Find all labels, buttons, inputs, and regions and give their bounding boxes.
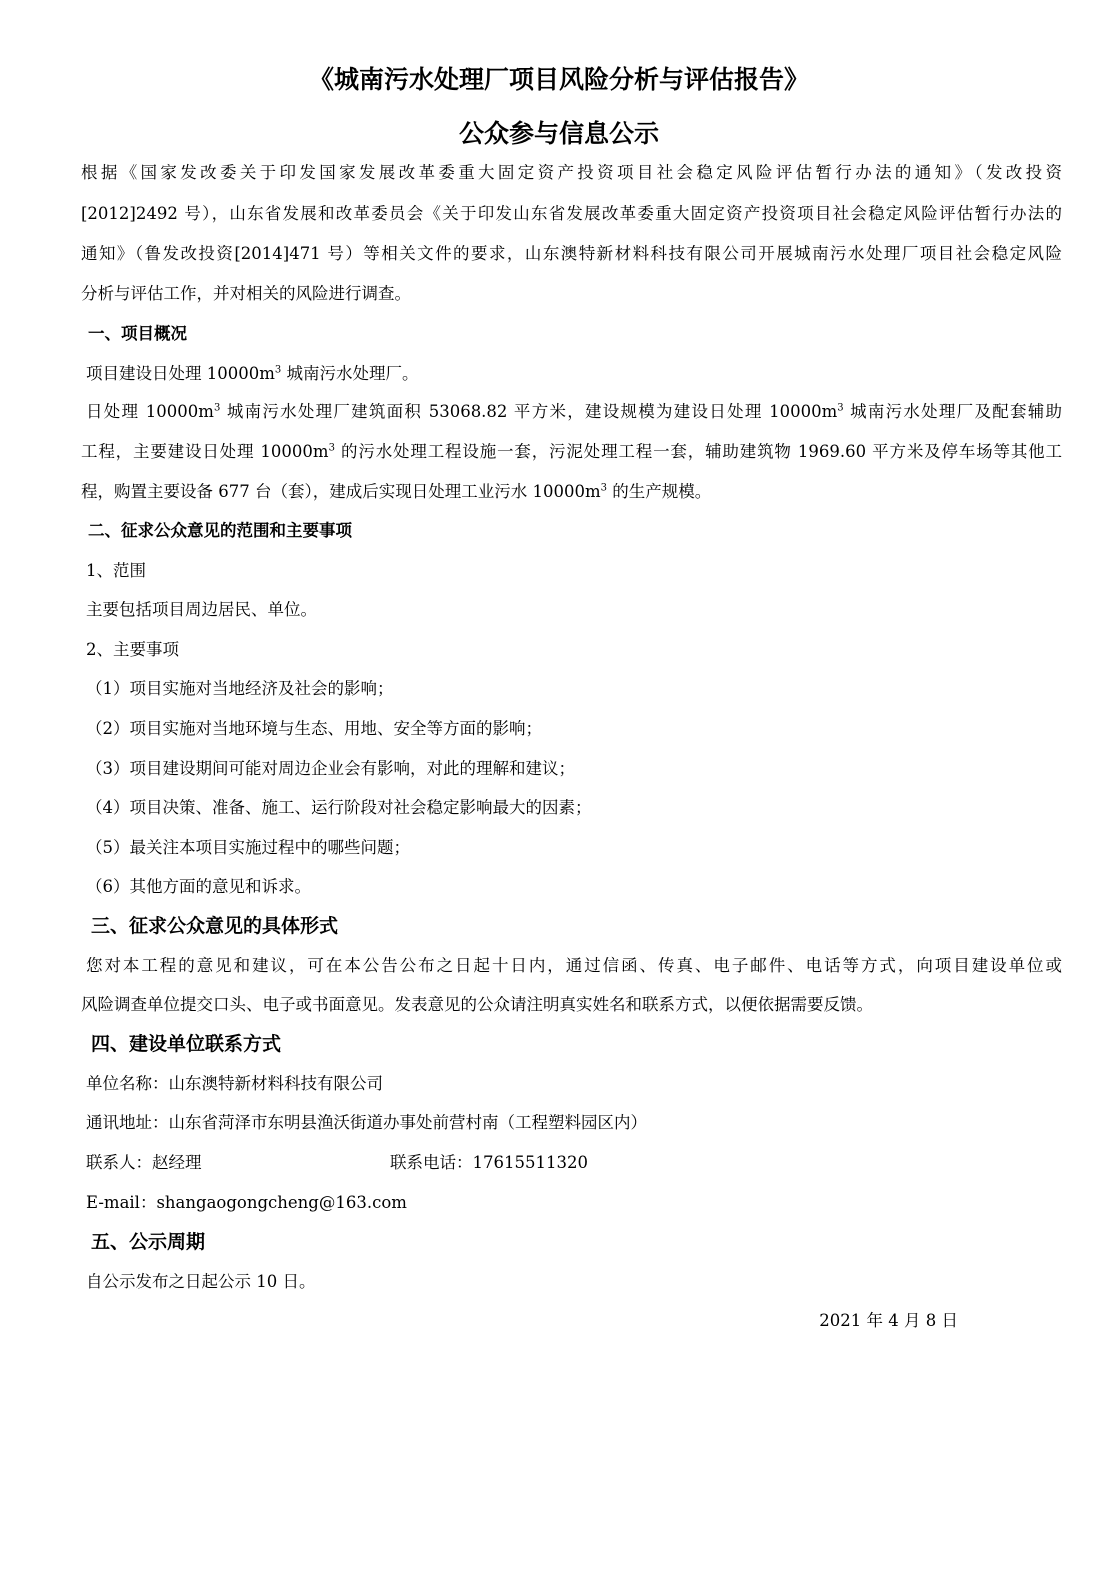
list-item: （6）其他方面的意见和诉求。	[86, 877, 311, 896]
paragraph-line: 自公示发布之日起公示 10 日。	[86, 1272, 316, 1291]
contact-person: 联系人：赵经理	[86, 1153, 202, 1172]
paragraph-line: 日处理 $10000m^3$ 城南污水处理厂建筑面积 53068.82 平方米，建设规模为建设日处理 $10000m^3$ 城南污水处理厂及配套辅助	[86, 402, 1062, 421]
list-item: （1）项目实施对当地经济及社会的影响；	[86, 679, 394, 698]
intro-line: 根据《国家发改委关于印发国家发展改革委重大固定资产投资项目社会稳定风险评估暂行办法的通知》（发改投资	[81, 163, 1062, 182]
list-item: （5）最关注本项目实施过程中的哪些问题；	[86, 838, 410, 857]
document-title: 《城南污水处理厂项目风险分析与评估报告》	[308, 65, 809, 94]
section-heading: 五、公示周期	[91, 1231, 206, 1253]
intro-line: [2012]2492 号），山东省发展和改革委员会《关于印发山东省发展改革委重大固定资产投资项目社会稳定风险评估暂行办法的	[81, 204, 1062, 223]
sub-heading: 1、范围	[86, 561, 146, 580]
contact-phone: 联系电话：17615511320	[390, 1153, 588, 1172]
section-heading: 三、征求公众意见的具体形式	[91, 915, 339, 937]
intro-line: 通知》（鲁发改投资[2014]471 号）等相关文件的要求，山东澳特新材料科技有限公司开展城南污水处理厂项目社会稳定风险	[81, 244, 1062, 263]
intro-line: 分析与评估工作，并对相关的风险进行调查。	[81, 284, 411, 303]
address: 通讯地址：山东省菏泽市东明县渔沃街道办事处前营村南（工程塑料园区内）	[86, 1113, 647, 1132]
contact-email: E-mail：shangaogongcheng@163.com	[86, 1193, 407, 1212]
paragraph-line: 主要包括项目周边居民、单位。	[86, 600, 317, 619]
paragraph-line: 风险调查单位提交口头、电子或书面意见。发表意见的公众请注明真实姓名和联系方式，以便依据需要反馈。	[81, 995, 873, 1014]
paragraph-line: 程，购置主要设备 677 台（套），建成后实现日处理工业污水 $10000m^3$ 的生产规模。	[81, 482, 712, 501]
list-item: （2）项目实施对当地环境与生态、用地、安全等方面的影响；	[86, 719, 542, 738]
paragraph-line: 您对本工程的意见和建议，可在本公告公布之日起十日内，通过信函、传真、电子邮件、电话等方式，向项目建设单位或	[86, 956, 1062, 975]
list-item: （4）项目决策、准备、施工、运行阶段对社会稳定影响最大的因素；	[86, 798, 592, 817]
document-subtitle: 公众参与信息公示	[458, 119, 659, 148]
paragraph-line: 项目建设日处理 $10000m^3$ 城南污水处理厂。	[86, 364, 419, 383]
section-heading: 四、建设单位联系方式	[91, 1033, 282, 1055]
section-heading: 二、征求公众意见的范围和主要事项	[88, 521, 352, 540]
unit-name: 单位名称：山东澳特新材料科技有限公司	[86, 1074, 383, 1093]
section-heading: 一、项目概况	[88, 324, 187, 343]
paragraph-line: 工程，主要建设日处理 $10000m^3$ 的污水处理工程设施一套，污泥处理工程一套，辅助建筑物 1969.60 平方米及停车场等其他工	[81, 442, 1062, 461]
list-item: （3）项目建设期间可能对周边企业会有影响，对此的理解和建议；	[86, 759, 575, 778]
publish-date: 2021 年 4 月 8 日	[819, 1311, 958, 1330]
sub-heading: 2、主要事项	[86, 640, 179, 659]
